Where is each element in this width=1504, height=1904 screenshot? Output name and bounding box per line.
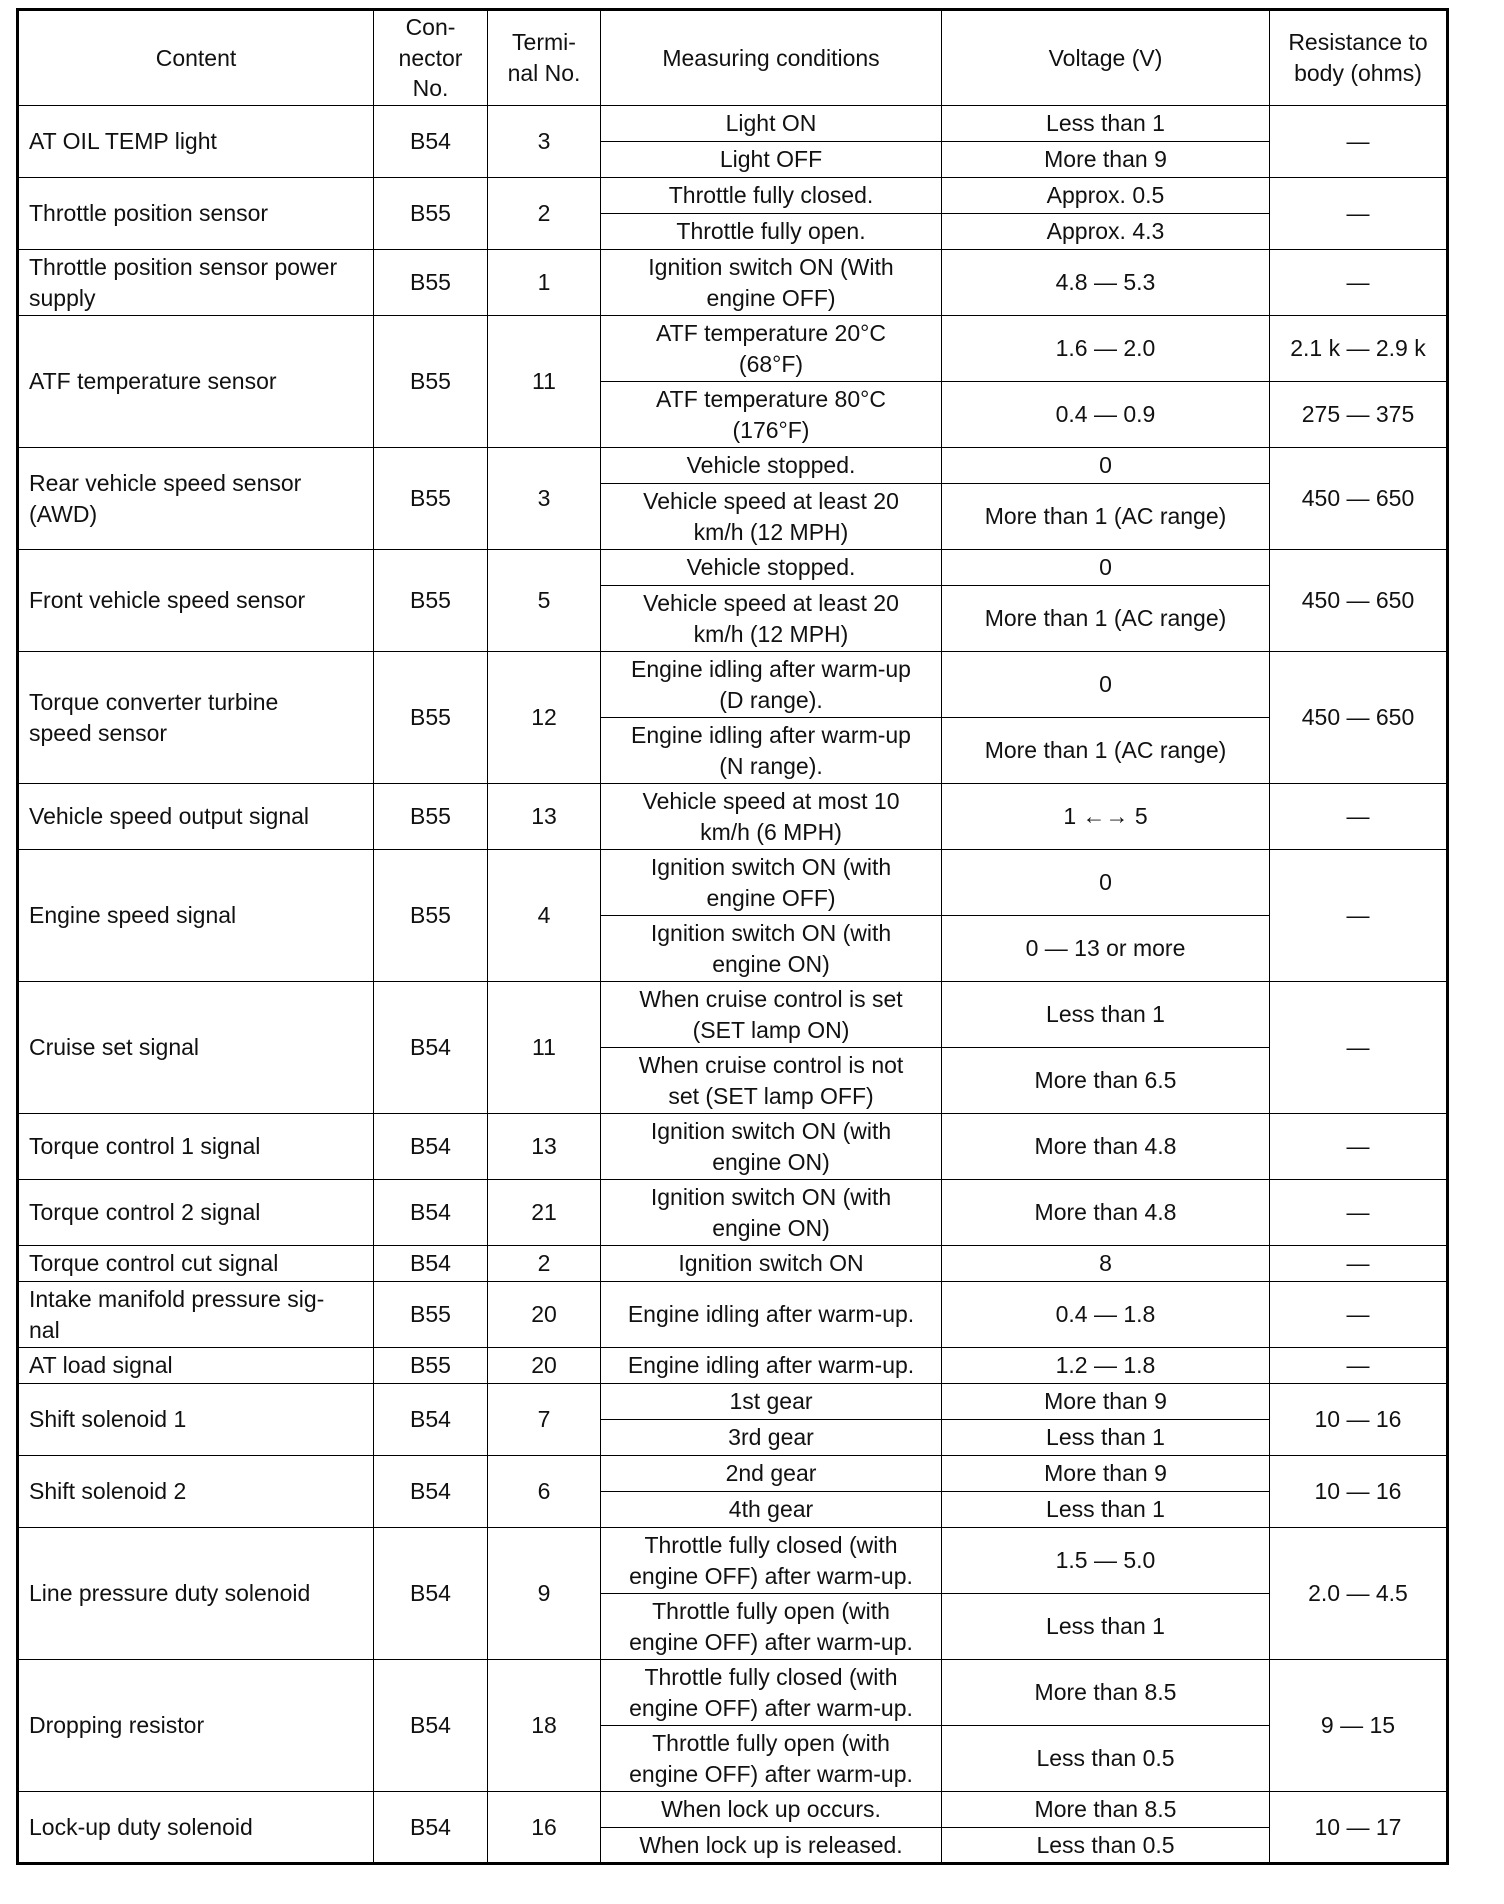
- terminal-cell: 5: [488, 550, 601, 652]
- table-row: [18, 1528, 1448, 1594]
- connector-cell: B54: [374, 1384, 488, 1456]
- condition-cell: When lock up is released.: [601, 1828, 942, 1864]
- terminal-inspection-table: [16, 8, 1449, 1865]
- terminal-cell: 16: [488, 1792, 601, 1864]
- resistance-cell: —: [1270, 250, 1448, 316]
- resistance-cell: —: [1270, 1282, 1448, 1348]
- voltage-cell: Less than 1: [942, 106, 1270, 142]
- condition-cell: Vehicle stopped.: [601, 550, 942, 586]
- condition-cell: Throttle fully closed (with engine OFF) after warm-up.: [601, 1660, 942, 1726]
- content-cell: Torque control 1 signal: [18, 1114, 374, 1180]
- header-terminal-no: Termi- nal No.: [488, 10, 601, 106]
- connector-cell: B55: [374, 178, 488, 250]
- condition-cell: 4th gear: [601, 1492, 942, 1528]
- voltage-cell: 0: [942, 850, 1270, 916]
- resistance-cell: 9 — 15: [1270, 1660, 1448, 1792]
- table-body: [18, 106, 1448, 1864]
- resistance-cell: 2.0 — 4.5: [1270, 1528, 1448, 1660]
- voltage-cell: 8: [942, 1246, 1270, 1282]
- terminal-cell: 11: [488, 982, 601, 1114]
- table-row: [18, 850, 1448, 916]
- resistance-cell: 275 — 375: [1270, 382, 1448, 448]
- terminal-cell: 13: [488, 784, 601, 850]
- connector-cell: B55: [374, 1282, 488, 1348]
- table-row: [18, 1180, 1448, 1246]
- content-cell: Dropping resistor: [18, 1660, 374, 1792]
- header-measuring-conditions: Measuring conditions: [601, 10, 942, 106]
- condition-cell: Engine idling after warm-up.: [601, 1282, 942, 1348]
- header-resistance-to-body: Resistance to body (ohms): [1270, 10, 1448, 106]
- condition-cell: Engine idling after warm-up (D range).: [601, 652, 942, 718]
- connector-cell: B54: [374, 1180, 488, 1246]
- content-cell: Lock-up duty solenoid: [18, 1792, 374, 1864]
- resistance-cell: 450 — 650: [1270, 550, 1448, 652]
- voltage-cell: 1.6 — 2.0: [942, 316, 1270, 382]
- condition-cell: Ignition switch ON (with engine ON): [601, 1180, 942, 1246]
- terminal-cell: 20: [488, 1348, 601, 1384]
- terminal-cell: 12: [488, 652, 601, 784]
- header-voltage: Voltage (V): [942, 10, 1270, 106]
- resistance-cell: —: [1270, 1114, 1448, 1180]
- table-row: [18, 250, 1448, 316]
- terminal-cell: 7: [488, 1384, 601, 1456]
- resistance-cell: —: [1270, 982, 1448, 1114]
- header-row: [18, 10, 1448, 106]
- terminal-cell: 6: [488, 1456, 601, 1528]
- terminal-cell: 3: [488, 106, 601, 178]
- connector-cell: B54: [374, 1792, 488, 1864]
- table-row: [18, 652, 1448, 718]
- condition-cell: Vehicle speed at least 20 km/h (12 MPH): [601, 484, 942, 550]
- table-row: [18, 1792, 1448, 1828]
- terminal-cell: 2: [488, 1246, 601, 1282]
- terminal-cell: 1: [488, 250, 601, 316]
- voltage-cell: Approx. 0.5: [942, 178, 1270, 214]
- table-row: [18, 448, 1448, 484]
- table-row: [18, 1456, 1448, 1492]
- content-cell: Cruise set signal: [18, 982, 374, 1114]
- content-cell: Intake manifold pressure sig- nal: [18, 1282, 374, 1348]
- table-row: [18, 550, 1448, 586]
- voltage-cell: Less than 0.5: [942, 1726, 1270, 1792]
- content-cell: Throttle position sensor power supply: [18, 250, 374, 316]
- connector-cell: B54: [374, 982, 488, 1114]
- terminal-cell: 21: [488, 1180, 601, 1246]
- resistance-cell: —: [1270, 1246, 1448, 1282]
- voltage-cell: Approx. 4.3: [942, 214, 1270, 250]
- content-cell: Throttle position sensor: [18, 178, 374, 250]
- header-connector-no: Con- nector No.: [374, 10, 488, 106]
- condition-cell: When cruise control is not set (SET lamp OFF): [601, 1048, 942, 1114]
- connector-cell: B55: [374, 316, 488, 448]
- voltage-cell: Less than 1: [942, 1492, 1270, 1528]
- condition-cell: Throttle fully open (with engine OFF) after warm-up.: [601, 1594, 942, 1660]
- content-cell: Engine speed signal: [18, 850, 374, 982]
- condition-cell: Vehicle speed at least 20 km/h (12 MPH): [601, 586, 942, 652]
- resistance-cell: —: [1270, 106, 1448, 178]
- connector-cell: B54: [374, 1246, 488, 1282]
- voltage-cell: 0.4 — 1.8: [942, 1282, 1270, 1348]
- condition-cell: Light OFF: [601, 142, 942, 178]
- condition-cell: Ignition switch ON (With engine OFF): [601, 250, 942, 316]
- connector-cell: B55: [374, 652, 488, 784]
- condition-cell: When cruise control is set (SET lamp ON): [601, 982, 942, 1048]
- voltage-cell: 1.5 — 5.0: [942, 1528, 1270, 1594]
- condition-cell: Throttle fully open.: [601, 214, 942, 250]
- condition-cell: 2nd gear: [601, 1456, 942, 1492]
- voltage-cell: More than 1 (AC range): [942, 718, 1270, 784]
- terminal-cell: 20: [488, 1282, 601, 1348]
- connector-cell: B54: [374, 1456, 488, 1528]
- voltage-cell: More than 9: [942, 142, 1270, 178]
- connector-cell: B54: [374, 106, 488, 178]
- voltage-cell: 0.4 — 0.9: [942, 382, 1270, 448]
- table-row: [18, 784, 1448, 850]
- terminal-cell: 9: [488, 1528, 601, 1660]
- condition-cell: Throttle fully open (with engine OFF) after warm-up.: [601, 1726, 942, 1792]
- condition-cell: Throttle fully closed (with engine OFF) after warm-up.: [601, 1528, 942, 1594]
- voltage-cell: Less than 1: [942, 1420, 1270, 1456]
- table-row: [18, 1660, 1448, 1726]
- content-cell: Rear vehicle speed sensor (AWD): [18, 448, 374, 550]
- condition-cell: Vehicle stopped.: [601, 448, 942, 484]
- condition-cell: Engine idling after warm-up.: [601, 1348, 942, 1384]
- condition-cell: Ignition switch ON (with engine ON): [601, 916, 942, 982]
- resistance-cell: —: [1270, 178, 1448, 250]
- content-cell: Front vehicle speed sensor: [18, 550, 374, 652]
- condition-cell: Ignition switch ON (with engine ON): [601, 1114, 942, 1180]
- connector-cell: B54: [374, 1528, 488, 1660]
- condition-cell: Ignition switch ON: [601, 1246, 942, 1282]
- connector-cell: B54: [374, 1114, 488, 1180]
- voltage-cell: Less than 1: [942, 982, 1270, 1048]
- voltage-cell: More than 6.5: [942, 1048, 1270, 1114]
- header-content: Content: [18, 10, 374, 106]
- resistance-cell: —: [1270, 784, 1448, 850]
- connector-cell: B54: [374, 1660, 488, 1792]
- content-cell: Line pressure duty solenoid: [18, 1528, 374, 1660]
- content-cell: Shift solenoid 1: [18, 1384, 374, 1456]
- resistance-cell: 450 — 650: [1270, 652, 1448, 784]
- voltage-cell: 1 ←→ 5: [942, 784, 1270, 850]
- table-row: [18, 1246, 1448, 1282]
- condition-cell: 3rd gear: [601, 1420, 942, 1456]
- content-cell: Vehicle speed output signal: [18, 784, 374, 850]
- voltage-cell: More than 4.8: [942, 1180, 1270, 1246]
- table-row: [18, 1114, 1448, 1180]
- terminal-cell: 2: [488, 178, 601, 250]
- resistance-cell: —: [1270, 1180, 1448, 1246]
- resistance-cell: —: [1270, 850, 1448, 982]
- resistance-cell: 10 — 16: [1270, 1456, 1448, 1528]
- content-cell: Torque control cut signal: [18, 1246, 374, 1282]
- resistance-cell: 2.1 k — 2.9 k: [1270, 316, 1448, 382]
- connector-cell: B55: [374, 850, 488, 982]
- table-row: [18, 1282, 1448, 1348]
- condition-cell: 1st gear: [601, 1384, 942, 1420]
- voltage-cell: Less than 1: [942, 1594, 1270, 1660]
- voltage-cell: 0: [942, 448, 1270, 484]
- content-cell: AT OIL TEMP light: [18, 106, 374, 178]
- table-row: [18, 1384, 1448, 1420]
- voltage-cell: 4.8 — 5.3: [942, 250, 1270, 316]
- voltage-cell: More than 8.5: [942, 1660, 1270, 1726]
- connector-cell: B55: [374, 784, 488, 850]
- table-row: [18, 178, 1448, 214]
- condition-cell: ATF temperature 20°C (68°F): [601, 316, 942, 382]
- voltage-cell: Less than 0.5: [942, 1828, 1270, 1864]
- voltage-cell: 0: [942, 550, 1270, 586]
- voltage-cell: 1.2 — 1.8: [942, 1348, 1270, 1384]
- condition-cell: When lock up occurs.: [601, 1792, 942, 1828]
- terminal-cell: 13: [488, 1114, 601, 1180]
- condition-cell: Ignition switch ON (with engine OFF): [601, 850, 942, 916]
- resistance-cell: —: [1270, 1348, 1448, 1384]
- connector-cell: B55: [374, 448, 488, 550]
- terminal-cell: 4: [488, 850, 601, 982]
- condition-cell: ATF temperature 80°C (176°F): [601, 382, 942, 448]
- voltage-cell: More than 1 (AC range): [942, 586, 1270, 652]
- connector-cell: B55: [374, 1348, 488, 1384]
- voltage-cell: 0: [942, 652, 1270, 718]
- content-cell: Torque converter turbine speed sensor: [18, 652, 374, 784]
- voltage-cell: 0 — 13 or more: [942, 916, 1270, 982]
- condition-cell: Light ON: [601, 106, 942, 142]
- content-cell: AT load signal: [18, 1348, 374, 1384]
- table-row: [18, 316, 1448, 382]
- voltage-cell: More than 8.5: [942, 1792, 1270, 1828]
- voltage-cell: More than 9: [942, 1384, 1270, 1420]
- resistance-cell: 450 — 650: [1270, 448, 1448, 550]
- connector-cell: B55: [374, 250, 488, 316]
- content-cell: ATF temperature sensor: [18, 316, 374, 448]
- condition-cell: Engine idling after warm-up (N range).: [601, 718, 942, 784]
- condition-cell: Vehicle speed at most 10 km/h (6 MPH): [601, 784, 942, 850]
- table-row: [18, 106, 1448, 142]
- voltage-cell: More than 4.8: [942, 1114, 1270, 1180]
- content-cell: Torque control 2 signal: [18, 1180, 374, 1246]
- table-row: [18, 982, 1448, 1048]
- connector-cell: B55: [374, 550, 488, 652]
- terminal-cell: 18: [488, 1660, 601, 1792]
- table-row: [18, 1348, 1448, 1384]
- content-cell: Shift solenoid 2: [18, 1456, 374, 1528]
- voltage-cell: More than 1 (AC range): [942, 484, 1270, 550]
- terminal-cell: 3: [488, 448, 601, 550]
- condition-cell: Throttle fully closed.: [601, 178, 942, 214]
- voltage-cell: More than 9: [942, 1456, 1270, 1492]
- resistance-cell: 10 — 17: [1270, 1792, 1448, 1864]
- terminal-cell: 11: [488, 316, 601, 448]
- resistance-cell: 10 — 16: [1270, 1384, 1448, 1456]
